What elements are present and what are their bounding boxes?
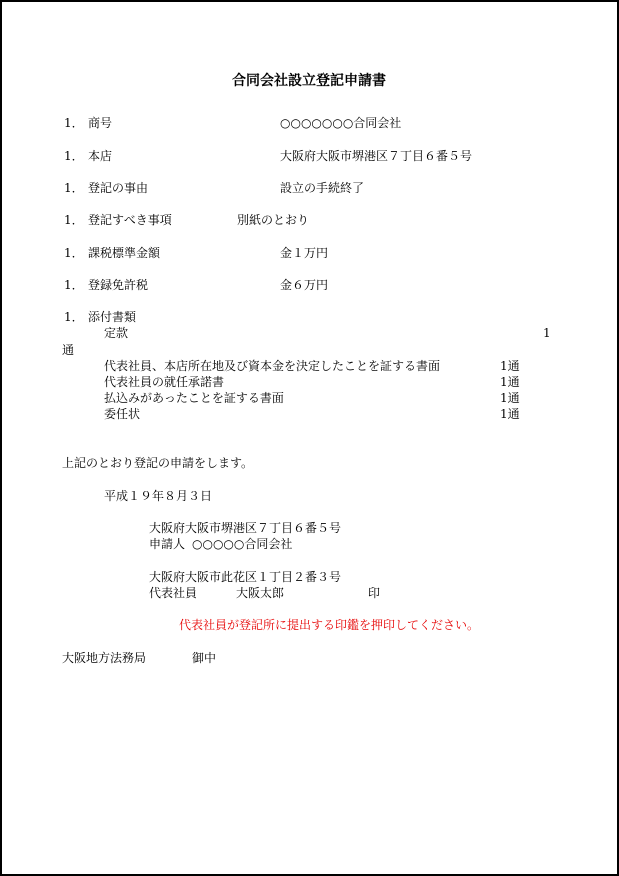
- document-title: 合同会社設立登記申請書: [232, 73, 386, 89]
- item-value-registration-matters: 別紙のとおり: [237, 213, 310, 227]
- attachment-count: 1通: [500, 407, 520, 421]
- attachment-count: 1通: [500, 391, 520, 405]
- addressee-office: 大阪地方法務局: [62, 651, 147, 665]
- application-statement: 上記のとおり登記の申請をします。: [62, 456, 254, 470]
- item-label-registration-matters: 登記すべき事項: [88, 213, 172, 227]
- applicant-name: ○○○○○合同会社: [192, 537, 293, 551]
- item-value-tax-base: 金１万円: [280, 246, 329, 260]
- applicant-label: 申請人: [149, 537, 186, 551]
- attachment-count-wrap: 通: [62, 343, 75, 357]
- item-number: 1．: [64, 246, 84, 260]
- item-number: 1．: [64, 116, 84, 130]
- attachment-name: 払込みがあったことを証する書面: [104, 391, 284, 405]
- item-value-registration-tax: 金６万円: [280, 278, 329, 292]
- item-label-trade-name: 商号: [88, 116, 113, 130]
- item-number: 1．: [64, 149, 84, 163]
- attachment-count: 1: [543, 326, 551, 340]
- attachment-name: 定款: [104, 326, 129, 340]
- item-number: 1．: [64, 213, 84, 227]
- seal-notice: 代表社員が登記所に提出する印鑑を押印してください。: [179, 618, 480, 632]
- item-number: 1．: [64, 310, 84, 324]
- item-label-attachments: 添付書類: [88, 310, 137, 324]
- attachment-name: 代表社員、本店所在地及び資本金を決定したことを証する書面: [104, 359, 441, 373]
- representative-address: 大阪府大阪市此花区１丁目２番３号: [149, 570, 342, 584]
- attachment-count: 1通: [500, 359, 520, 373]
- item-label-registration-tax: 登録免許税: [88, 278, 149, 292]
- representative-name: 大阪太郎: [236, 586, 285, 600]
- applicant-address: 大阪府大阪市堺港区７丁目６番５号: [149, 521, 342, 535]
- attachment-name: 代表社員の就任承諾書: [104, 375, 225, 389]
- item-label-tax-base: 課税標準金額: [88, 246, 161, 260]
- item-number: 1．: [64, 181, 84, 195]
- representative-role: 代表社員: [149, 586, 198, 600]
- application-date: 平成１９年８月３日: [104, 489, 213, 503]
- item-label-registration-reason: 登記の事由: [88, 181, 149, 195]
- addressee-honorific: 御中: [192, 651, 217, 665]
- item-value-head-office: 大阪府大阪市堺港区７丁目６番５号: [280, 149, 473, 163]
- attachment-name: 委任状: [104, 407, 141, 421]
- item-value-registration-reason: 設立の手続終了: [280, 181, 365, 195]
- item-value-trade-name: ○○○○○○○合同会社: [280, 116, 402, 130]
- item-label-head-office: 本店: [88, 149, 113, 163]
- attachment-count: 1通: [500, 375, 520, 389]
- seal-mark: 印: [368, 586, 381, 600]
- item-number: 1．: [64, 278, 84, 292]
